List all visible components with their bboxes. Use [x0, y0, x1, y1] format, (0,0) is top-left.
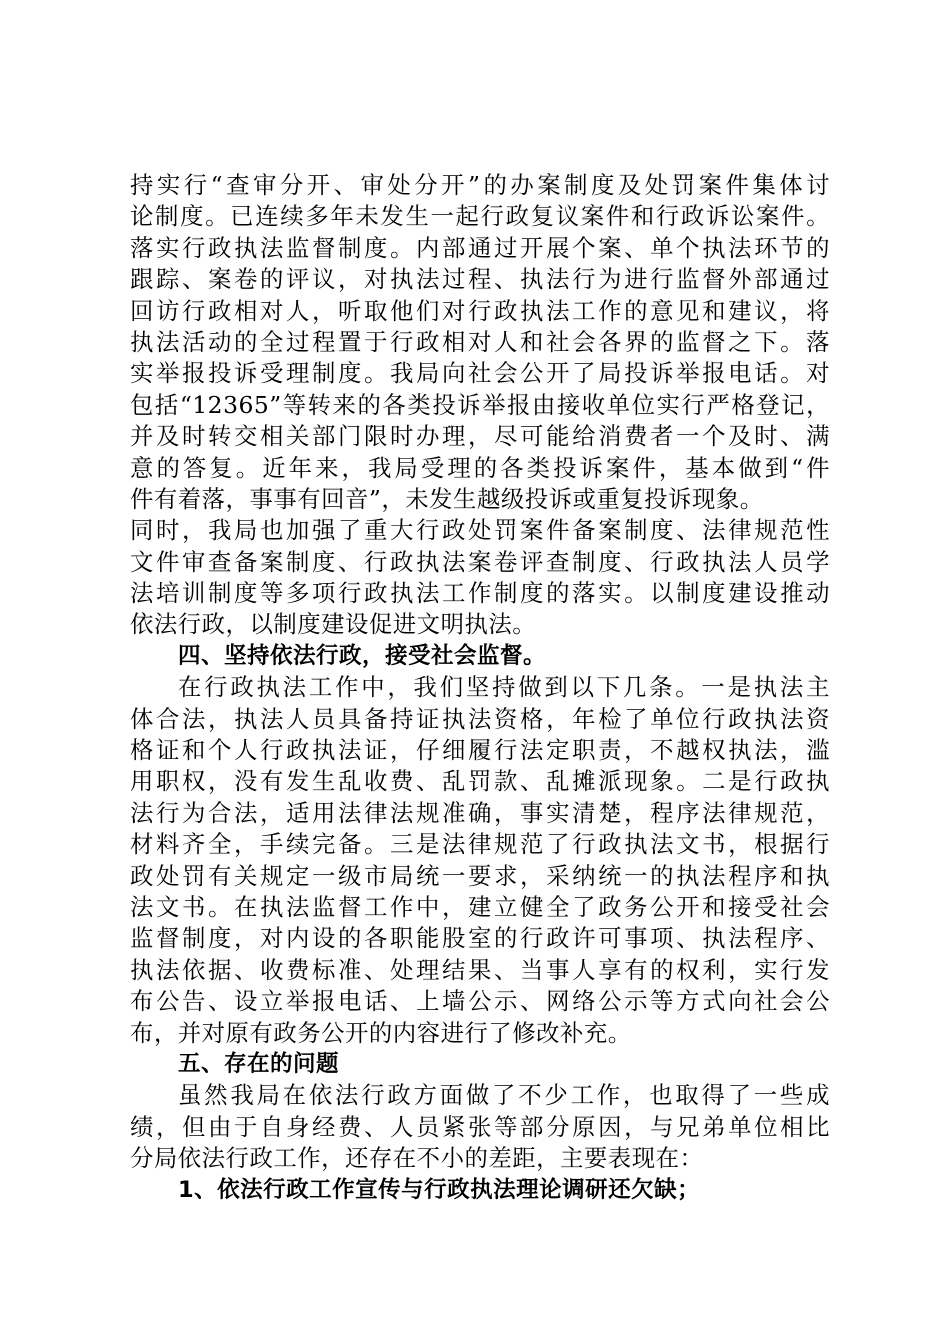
text-line: 回访行政相对人，听取他们对行政执法工作的意见和建议，将 — [130, 296, 830, 325]
problem-item-1: 1、依法行政工作宣传与行政执法理论调研还欠缺； — [178, 1176, 701, 1203]
text-line: 布公告、设立举报电话、上墙公示、网络公示等方式向社会公 — [130, 987, 830, 1016]
text-line: 执法活动的全过程置于行政相对人和社会各界的监督之下。落 — [130, 327, 830, 356]
text-line: 论制度。已连续多年未发生一起行政复议案件和行政诉讼案件。 — [130, 202, 830, 231]
text-line: 同时，我局也加强了重大行政处罚案件备案制度、法律规范性 — [130, 516, 830, 545]
text-line: 布，并对原有政务公开的内容进行了修改补充。 — [130, 1018, 632, 1047]
document-body — [130, 170, 830, 1206]
text-line: 执法依据、收费标准、处理结果、当事人享有的权利，实行发 — [130, 955, 830, 984]
text-line: 依法行政，以制度建设促进文明执法。 — [130, 610, 537, 639]
text-line: 政处罚有关规定一级市局统一要求，采纳统一的执法程序和执 — [130, 861, 830, 890]
text-line: 包括“12365”等转来的各类投诉举报由接收单位实行严格登记， — [130, 390, 830, 419]
text-line: 绩，但由于自身经费、人员紧张等部分原因，与兄弟单位相比 — [130, 1112, 830, 1141]
text-line: 法文书。在执法监督工作中，建立健全了政务公开和接受社会 — [130, 892, 830, 921]
text-line: 实举报投诉受理制度。我局向社会公开了局投诉举报电话。对 — [130, 359, 830, 388]
text-line: 持实行“查审分开、审处分开”的办案制度及处罚案件集体讨 — [130, 171, 830, 199]
text-line: 文件审查备案制度、行政执法案卷评查制度、行政执法人员学 — [130, 547, 830, 576]
text-line: 分局依法行政工作，还存在不小的差距，主要表现在： — [130, 1144, 704, 1173]
paragraph-rule-enforcement — [130, 170, 830, 641]
text-line: 意的答复。近年来，我局受理的各类投诉案件，基本做到“件 — [130, 453, 830, 482]
text-line: 并及时转交相关部门限时办理，尽可能给消费者一个及时、满 — [130, 422, 830, 451]
text-line: 件有着落，事事有回音”，未发生越级投诉或重复投诉现象。 — [130, 484, 764, 513]
text-line: 格证和个人行政执法证，仔细履行法定职责，不越权执法，滥 — [130, 736, 830, 765]
section-heading-4: 四、坚持依法行政，接受社会监督。 — [178, 642, 547, 669]
text-line: 体合法，执法人员具备持证执法资格，年检了单位行政执法资 — [130, 704, 830, 733]
text-line: 虽然我局在依法行政方面做了不少工作，也取得了一些成 — [178, 1081, 830, 1110]
text-line: 用职权，没有发生乱收费、乱罚款、乱摊派现象。二是行政执 — [130, 767, 830, 796]
text-line: 落实行政执法监督制度。内部通过开展个案、单个执法环节的 — [130, 233, 830, 262]
paragraph-existing-problems — [130, 1080, 830, 1174]
text-line: 在行政执法工作中，我们坚持做到以下几条。一是执法主 — [178, 673, 830, 702]
text-line: 法培训制度等多项行政执法工作制度的落实。以制度建设推动 — [130, 579, 830, 608]
section-heading-5: 五、存在的问题 — [178, 1050, 340, 1077]
text-line: 监督制度，对内设的各职能股室的行政许可事项、执法程序、 — [130, 924, 830, 953]
paragraph-law-based-administration — [130, 672, 830, 1049]
text-line: 法行为合法，适用法律法规准确，事实清楚，程序法律规范， — [130, 798, 830, 827]
text-line: 材料齐全，手续完备。三是法律规范了行政执法文书，根据行 — [130, 830, 830, 859]
text-line: 跟踪、案卷的评议，对执法过程、执法行为进行监督外部通过 — [130, 265, 830, 294]
